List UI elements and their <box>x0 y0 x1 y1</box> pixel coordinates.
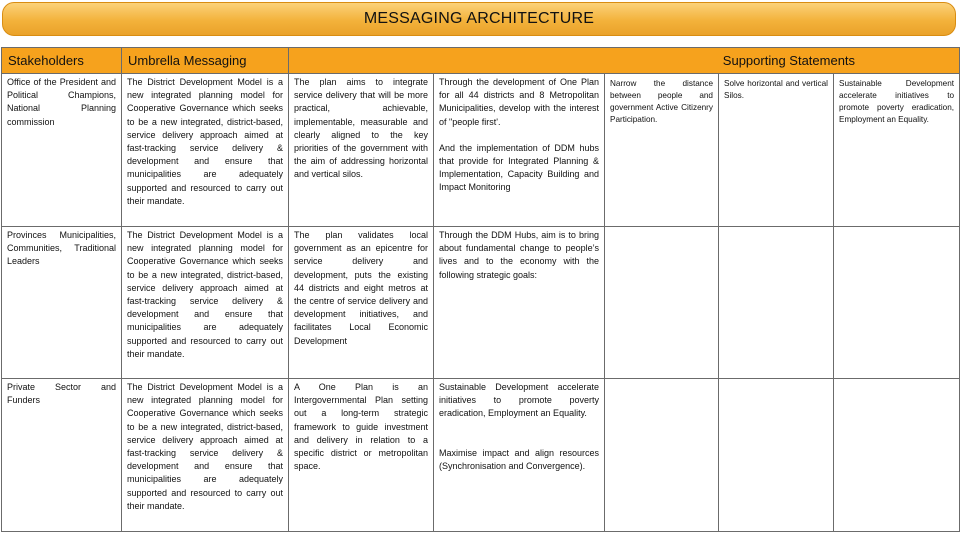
stakeholder-cell: Provinces Municipalities, Communities, Traditional Leaders <box>2 227 122 379</box>
statement-paragraph: Through the development of One Plan for all 44 districts and 8 Metropolitan Municipalities, develop with the interest of "people first'. <box>439 77 599 127</box>
header-row <box>2 48 960 74</box>
umbrella-cell: The District Development Model is a new integrated planning model for Cooperative Governance which seeks to be a new integrated, district-based, service delivery approach aimed at fast-tracking service delivery & development and ensure that municipalities are adequately supported and resourced to carry out their mandate. <box>122 74 289 227</box>
empty-cell <box>605 379 719 532</box>
header-supporting-statements: Supporting Statements <box>289 48 960 74</box>
empty-cell <box>719 379 834 532</box>
empty-cell <box>834 227 960 379</box>
statement-cell: Sustainable Development accelerate initiatives to promote poverty eradication, Employment an Equality. <box>834 74 960 227</box>
table-row <box>2 74 960 227</box>
statement-cell: Through the DDM Hubs, aim is to bring about fundamental change to people’s lives and to the economy with the following strategic goals: <box>434 227 605 379</box>
statement-cell: Narrow the distance between people and government Active Citizenry Participation. <box>605 74 719 227</box>
statement-cell <box>434 74 605 227</box>
statement-cell: Solve horizontal and vertical Silos. <box>719 74 834 227</box>
messaging-table <box>1 47 960 532</box>
empty-cell <box>605 227 719 379</box>
table-row <box>2 379 960 532</box>
page-title: MESSAGING ARCHITECTURE <box>2 2 956 36</box>
statement-paragraph: And the implementation of DDM hubs that provide for Integrated Planning & Implementation, Capacity Building and Impact Monitoring <box>439 142 599 193</box>
umbrella-cell: The District Development Model is a new integrated planning model for Cooperative Governance which seeks to be a new integrated, district-based, service delivery approach aimed at fast-tracking service delivery & development and ensure that municipalities are adequately supported and resourced to carry out their mandate. <box>122 379 289 532</box>
table-row <box>2 227 960 379</box>
statement-paragraph: Sustainable Development accelerate initiatives to promote poverty eradication, Employment an Equality. <box>439 382 599 419</box>
empty-cell <box>834 379 960 532</box>
statement-paragraph: Maximise impact and align resources (Synchronisation and Convergence). <box>439 447 599 471</box>
stakeholder-cell: Office of the President and Political Champions, National Planning commission <box>2 74 122 227</box>
statement-cell <box>434 379 605 532</box>
statement-cell: The plan aims to integrate service delivery that will be more practical, achievable, implementable, measurable and clearly aligned to the key priorities of the government with the aim of addressing horizontal and vertical silos. <box>289 74 434 227</box>
empty-cell <box>719 227 834 379</box>
header-umbrella-messaging: Umbrella Messaging <box>122 48 289 74</box>
header-stakeholders: Stakeholders <box>2 48 122 74</box>
statement-cell: The plan validates local government as an epicentre for service delivery and development, puts the existing 44 districts and eight metros at the centre of service delivery and development initiatives, and facilitates Local Economic Development <box>289 227 434 379</box>
stakeholder-cell: Private Sector and Funders <box>2 379 122 532</box>
statement-cell: A One Plan is an Intergovernmental Plan setting out a long-term strategic framework to guide investment and delivery in relation to a specific district or metropolitan space. <box>289 379 434 532</box>
umbrella-cell: The District Development Model is a new integrated planning model for Cooperative Governance which seeks to be a new integrated, district-based, service delivery approach aimed at fast-tracking service delivery & development and ensure that municipalities are adequately supported and resourced to carry out their mandate. <box>122 227 289 379</box>
